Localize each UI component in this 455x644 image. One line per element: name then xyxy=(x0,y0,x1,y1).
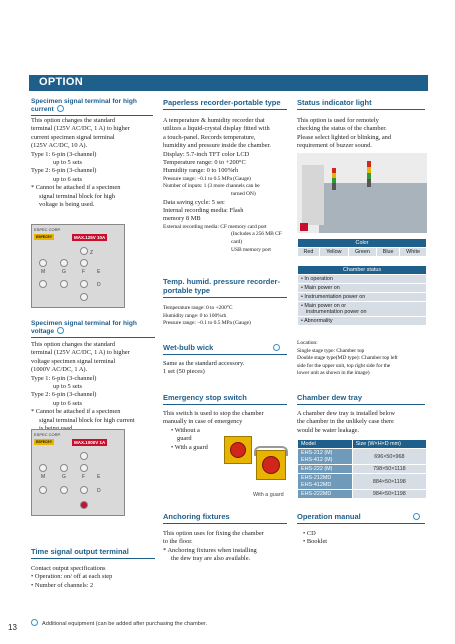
terminal-pin xyxy=(80,293,88,301)
status-indicator-image xyxy=(297,153,427,233)
chamber-status-table: Chamber status • In operation • Main power on • Instrumentation power on • Main power on or instrumentation power on • Abnormality xyxy=(297,265,427,326)
color-yellow: Yellow xyxy=(319,248,348,257)
terminal-pin xyxy=(80,452,88,460)
terminal-maker-label: ESPEC CORP. xyxy=(34,227,61,232)
additional-equipment-icon xyxy=(57,105,64,112)
additional-equipment-icon xyxy=(31,619,38,626)
terminal-maker-label: ESPEC CORP. xyxy=(34,432,61,437)
terminal-pin xyxy=(80,259,88,267)
terminal-brand-label: ESPECEY xyxy=(36,440,53,444)
heading-status-indicator: Status indicator light xyxy=(297,98,425,110)
guarded-stop-button-icon xyxy=(262,456,280,474)
status-location-text: Location: Single stage type: Chamber top Double stage type(MD type): Chamber top left side for the upper unit, top right side for the lower unit as shown in the image) xyxy=(297,340,398,377)
terminal-pin xyxy=(60,464,68,472)
terminal-pin xyxy=(60,259,68,267)
high-current-description: This option changes the standard terminal (125V AC/DC, 1 A) to higher current specimen signal terminal (125V AC/DC, 10 A). Type 1: 6-pin (3-channel) up to 5 sets Type 2: 6-pin (3-channel) up to 6 sets * Cannot be attached if a specimen signal terminal block for high voltage is being used. xyxy=(31,117,130,209)
terminal-pin xyxy=(80,280,88,288)
brand-logo-icon xyxy=(300,223,308,231)
heading-operation-manual: Operation manual xyxy=(297,512,425,524)
terminal-pin xyxy=(39,464,47,472)
footer-note: Additional equipment (can be added after purchasing the chamber. xyxy=(31,612,311,630)
high-voltage-terminal-image: ESPEC CORP. ESPECEY MAX.1000V 1A M G F E D xyxy=(31,429,125,516)
section-title: OPTION xyxy=(39,76,83,88)
chamber-side-icon xyxy=(302,165,324,225)
emergency-stop-description: This switch is used to stop the chamber manually in case of emergency • Without a guard • With a guard xyxy=(163,410,264,451)
terminal-pin xyxy=(39,259,47,267)
terminal-pin xyxy=(80,247,88,255)
color-red: Red xyxy=(298,248,320,257)
additional-equipment-icon xyxy=(273,344,280,351)
tower-light-icon xyxy=(332,168,336,190)
terminal-pin xyxy=(60,280,68,288)
column-header-size: Size (W×H×D mm) xyxy=(352,440,426,449)
heading-wet-bulb-wick: Wet-bulb wick xyxy=(163,343,287,355)
dew-tray-size-table: Model Size (W×H×D mm) EHS-212 (M) EHS-412 (M) 696×50×968 EHS-222 (M) 798×50×1118 EHS-212MD EHS-412MD 884×50×1198 EHS-222MD 984×50×1198 xyxy=(297,439,427,499)
terminal-brand-label: ESPECEY xyxy=(36,235,53,239)
heading-dew-tray: Chamber dew tray xyxy=(297,393,425,405)
heading-anchoring-fixtures: Anchoring fixtures xyxy=(163,512,287,524)
stop-button-icon xyxy=(230,442,246,458)
terminal-pin xyxy=(80,486,88,494)
chamber-body-icon xyxy=(319,183,427,233)
color-blue: Blue xyxy=(377,248,400,257)
high-current-terminal-image: ESPEC CORP. ESPECEY MAX.125V 10A Z M G F E D xyxy=(31,224,125,308)
anchoring-fixtures-description: This option uses for fixing the chamber to the floor. * Anchoring fixtures when installing the dew tray are also available. xyxy=(163,530,264,563)
heading-temp-humid-recorder: Temp. humid. pressure recorder-portable type xyxy=(163,277,287,298)
heading-high-current: Specimen signal terminal for high current xyxy=(31,98,153,116)
terminal-pin xyxy=(60,486,68,494)
heading-time-signal: Time signal output terminal xyxy=(31,547,155,559)
color-white: White xyxy=(400,248,427,257)
heading-high-voltage: Specimen signal terminal for high voltage xyxy=(31,320,155,338)
color-green: Green xyxy=(348,248,376,257)
temp-humid-recorder-description: Temperature range: 0 to +200°C Humidity range: 0 to 100%rh Pressure range: −0.1 to 0.5 MPa (Gauge) xyxy=(163,305,251,327)
column-header-model: Model xyxy=(298,440,353,449)
operation-manual-list: • CD • Booklet xyxy=(303,530,328,546)
additional-equipment-icon xyxy=(57,327,64,334)
terminal-pin xyxy=(80,464,88,472)
additional-equipment-icon xyxy=(413,513,420,520)
guard-icon xyxy=(254,446,288,456)
emergency-stop-caption: With a guard xyxy=(253,492,284,498)
tower-light-icon xyxy=(367,161,371,187)
time-signal-description: Contact output specifications • Operation: on/ off at each step • Number of channels: 2 xyxy=(31,565,113,589)
page-number: 13 xyxy=(8,623,17,632)
heading-paperless-recorder: Paperless recorder-portable type xyxy=(163,98,287,110)
wet-bulb-wick-description: Same as the standard accessory. 1 set (50 pieces) xyxy=(163,360,245,376)
terminal-pin xyxy=(39,486,47,494)
heading-emergency-stop: Emergency stop switch xyxy=(163,393,287,405)
terminal-rating-label: MAX.125V 10A xyxy=(74,235,106,240)
dew-tray-description: A chamber dew tray is installed below the chamber in the unlikely case there would be water leakage. xyxy=(297,410,395,434)
high-voltage-description: This option changes the standard terminal (125V AC/DC, 1 A) to higher voltage specimen signal terminal (1000V AC/DC, 1 A). Type 1: 6-pin (3-channel) up to 5 sets Type 2: 6-pin (3-channel) up to 6 sets * Cannot be attached if a specimen signal terminal block for high current xyxy=(31,341,135,424)
paperless-recorder-description: A temperature & humidity recorder that utilizes a liquid-crystal display fitted with a touch-panel. Records temperature, humidity and pressure inside the chamber. Display: 5.7-inch TFT color LCD Temperature range: 0 to +200°C Humidity range: 0 to 100%rh Pressure range: −0.1 to 0.5 MPa (Gauge) Number of inputs: 1 (3 more channels can be turned ON) Data saving cycle: 5 sec Internal recording media: Flash memory 8 MB External recording media: CF memory card port (Includes a 256 MB CF card) USB memory port xyxy=(163,117,282,253)
terminal-rating-label: MAX.1000V 1A xyxy=(74,440,106,445)
emergency-stop-image xyxy=(218,426,288,502)
terminal-pin xyxy=(80,501,88,509)
terminal-pin xyxy=(39,280,47,288)
status-indicator-description: This option is used for remotely checking the status of the chamber. Please select lighted or blinking, and requirement of buzzer sound. xyxy=(297,117,392,150)
section-title-bar xyxy=(29,75,428,91)
color-table: Color Red Yellow Green Blue White xyxy=(297,238,427,257)
